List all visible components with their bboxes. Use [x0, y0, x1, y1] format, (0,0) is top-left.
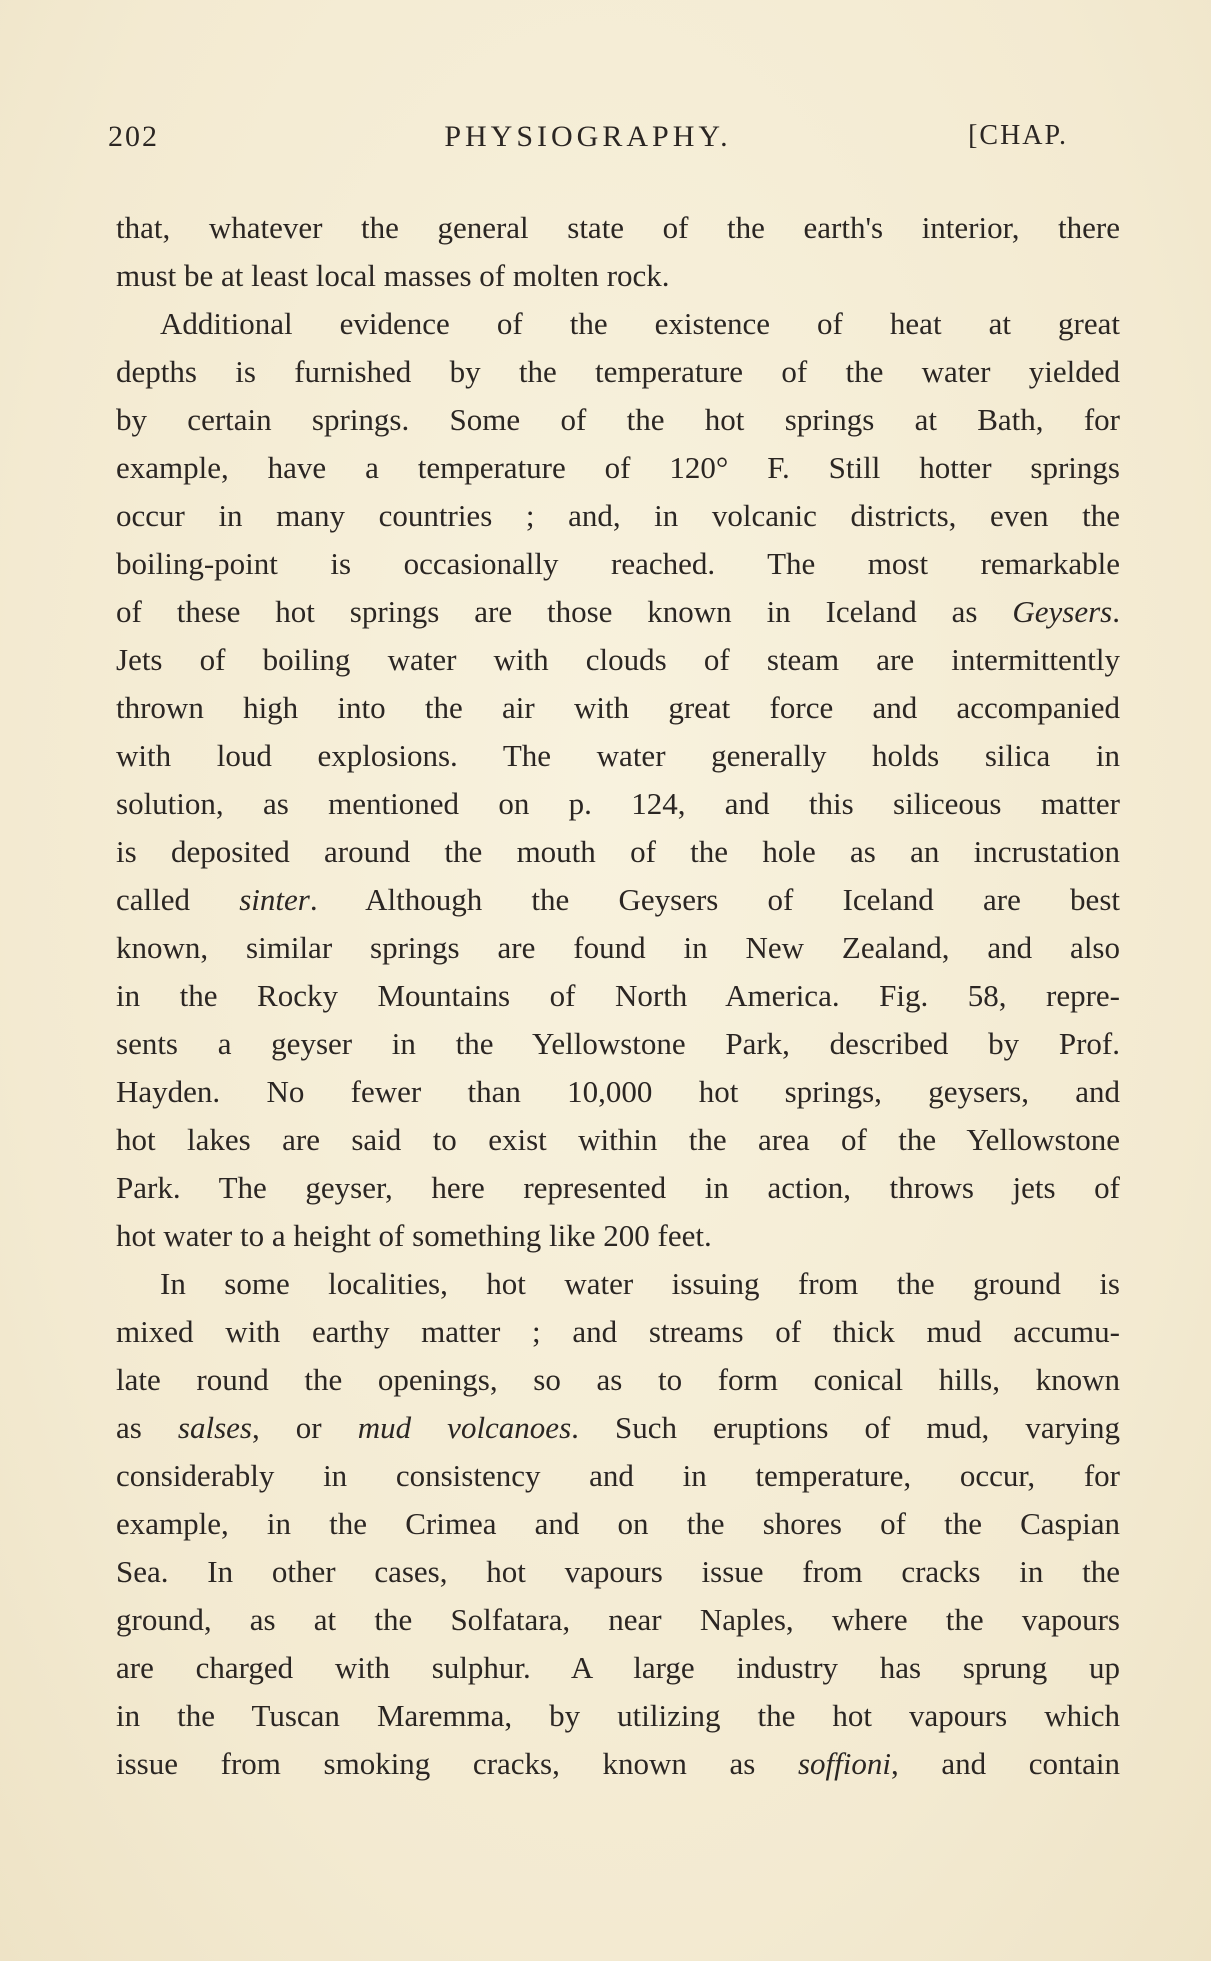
- text-line: example, have a temperature of 120° F. Still hotter springs: [116, 450, 1120, 485]
- text-line: late round the openings, so as to form conical hills, known: [116, 1362, 1120, 1397]
- text-line: in the Tuscan Maremma, by utilizing the hot vapours which: [116, 1698, 1120, 1733]
- text-line: must be at least local masses of molten rock.: [116, 258, 670, 293]
- italic-term: soffioni: [797, 1746, 891, 1781]
- running-head: [108, 120, 1068, 160]
- text-line: that, whatever the general state of the earth's interior, there: [116, 210, 1120, 245]
- text-line: are charged with sulphur. A large industry has sprung up: [116, 1650, 1120, 1685]
- text-line: as salses, or mud volcanoes. Such eruptions of mud, varying: [116, 1410, 1121, 1445]
- page-number: 202: [108, 120, 159, 153]
- text-line: depths is furnished by the temperature of the water yielded: [116, 354, 1120, 389]
- text-line: occur in many countries ; and, in volcanic districts, even the: [116, 498, 1120, 533]
- text-line: boiling-point is occasionally reached. The most remarkable: [116, 546, 1120, 581]
- paragraph-start-line: In some localities, hot water issuing from the ground is: [160, 1266, 1120, 1301]
- text-line: ground, as at the Solfatara, near Naples, where the vapours: [116, 1602, 1120, 1637]
- text-line: in the Rocky Mountains of North America. Fig. 58, repre-: [116, 978, 1120, 1013]
- body-text: [116, 204, 1120, 1788]
- text-line: hot water to a height of something like 200 feet.: [116, 1218, 712, 1253]
- text-line: of these hot springs are those known in Iceland as Geysers.: [116, 594, 1120, 629]
- text-line: called sinter. Although the Geysers of Iceland are best: [116, 882, 1120, 917]
- text-line: Hayden. No fewer than 10,000 hot springs, geysers, and: [116, 1074, 1120, 1109]
- text-line: example, in the Crimea and on the shores of the Caspian: [116, 1506, 1120, 1541]
- text-line: sents a geyser in the Yellowstone Park, described by Prof.: [116, 1026, 1120, 1061]
- text-line: by certain springs. Some of the hot springs at Bath, for: [116, 402, 1120, 437]
- text-line: solution, as mentioned on p. 124, and this siliceous matter: [116, 786, 1120, 821]
- text-line: Jets of boiling water with clouds of steam are intermittently: [116, 642, 1120, 677]
- text-line: thrown high into the air with great force and accompanied: [116, 690, 1120, 725]
- text-line: considerably in consistency and in temperature, occur, for: [116, 1458, 1120, 1493]
- text-line: is deposited around the mouth of the hole as an incrustation: [116, 834, 1120, 869]
- italic-term: sinter: [239, 882, 310, 917]
- italic-term: mud volcanoes: [357, 1410, 572, 1445]
- text-line: mixed with earthy matter ; and streams of thick mud accumu-: [116, 1314, 1120, 1349]
- text-line: Sea. In other cases, hot vapours issue from cracks in the: [116, 1554, 1120, 1589]
- text-line: issue from smoking cracks, known as soffioni, and contain: [116, 1746, 1120, 1781]
- text-line: known, similar springs are found in New Zealand, and also: [116, 930, 1120, 965]
- text-line: with loud explosions. The water generally holds silica in: [116, 738, 1120, 773]
- text-line: Park. The geyser, here represented in action, throws jets of: [116, 1170, 1120, 1205]
- paragraph-start-line: Additional evidence of the existence of heat at great: [160, 306, 1120, 341]
- chapter-marker: [CHAP.: [968, 120, 1068, 151]
- italic-term: salses: [177, 1410, 252, 1445]
- book-title: PHYSIOGRAPHY.: [444, 120, 732, 153]
- italic-term: Geysers: [1012, 594, 1113, 629]
- text-line: hot lakes are said to exist within the area of the Yellowstone: [116, 1122, 1120, 1157]
